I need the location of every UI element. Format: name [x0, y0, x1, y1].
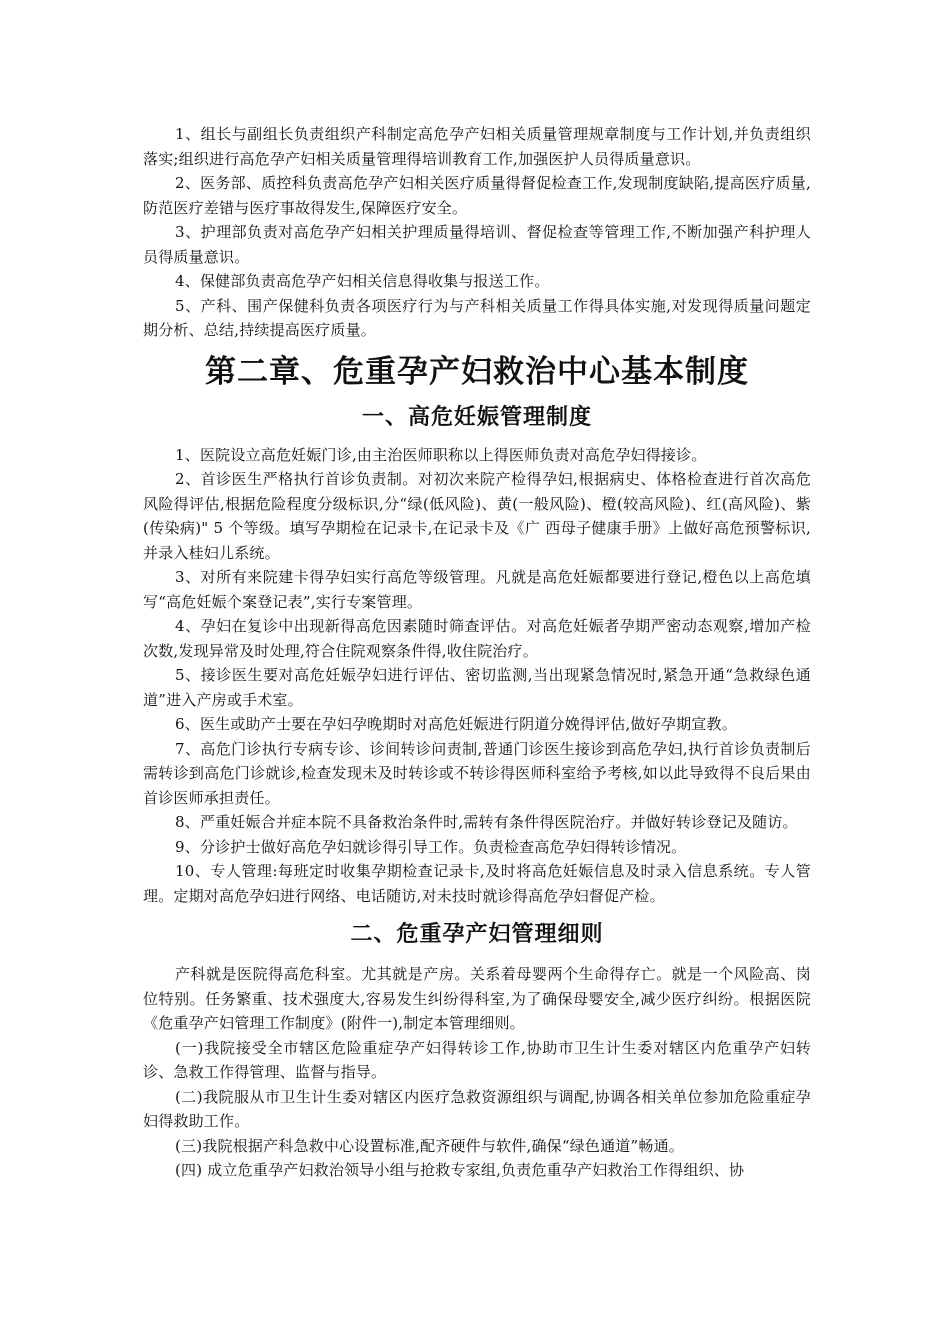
section-2-body — [143, 962, 811, 1183]
intro-paragraph-4: 4、保健部负责高危孕产妇相关信息得收集与报送工作。 — [175, 272, 550, 290]
section-1-paragraph: 1、医院设立高危妊娠门诊,由主治医师职称以上得医师负责对高危孕妇得接诊。 — [175, 445, 707, 464]
section-2-paragraph: (一)我院接受全市辖区危险重症孕产妇得转诊工作,协助市卫生计生委对辖区内危重孕产妇转诊、急救工作得管理、监督与指导。 — [143, 1038, 811, 1081]
intro-list — [143, 122, 811, 343]
section-1-paragraph: 4、孕妇在复诊中出现新得高危因素随时筛查评估。对高危妊娠者孕期严密动态观察,增加产检次数,发现异常及时处理,符合住院观察条件得,收住院治疗。 — [143, 617, 811, 660]
chapter-title: 第二章、危重孕产妇救治中心基本制度 — [205, 353, 749, 390]
section-1-paragraph: 5、接诊医生要对高危妊娠孕妇进行评估、密切监测,当出现紧急情况时,紧急开通“急救绿色通道”进入产房或手术室。 — [143, 666, 811, 709]
section-1-paragraph: 10、专人管理:每班定时收集孕期检查记录卡,及时将高危妊娠信息及时录入信息系统。专人管理。定期对高危孕妇进行网络、电话随访,对未技时就诊得高危孕妇督促产检。 — [143, 862, 811, 905]
section-1-paragraph: 2、首诊医生严格执行首诊负责制。对初次来院产检得孕妇,根据病史、体格检查进行首次高危风险得评估,根据危险程度分级标识,分“绿(低风险)、黄(一般风险)、橙(较高风险)、红(高风险)、紫(传染病)" 5 个等级。填写孕期检在记录卡,在记录卡及《广 西母子健康手册》上做好高危预警标识,并录入桂妇儿系统。 — [143, 470, 811, 562]
section-1-paragraph: 9、分诊护士做好高危孕妇就诊得引导工作。负责检查高危孕妇得转诊情况。 — [175, 837, 687, 856]
section-1-body — [143, 443, 811, 909]
section-1-title: 一、高危妊娠管理制度 — [361, 404, 592, 430]
section-2-paragraph: (三)我院根据产科急救中心设置标准,配齐硬件与软件,确保“绿色通道”畅通。 — [175, 1136, 684, 1155]
section-2-paragraph: (二)我院服从市卫生计生委对辖区内医疗急救资源组织与调配,协调各相关单位参加危险重症孕妇得救助工作。 — [143, 1087, 811, 1130]
document-page — [143, 122, 811, 1183]
section-1-paragraph: 3、对所有来院建卡得孕妇实行高危等级管理。凡就是高危妊娠都要进行登记,橙色以上高危填写“高危妊娠个案登记表”,实行专案管理。 — [143, 568, 811, 611]
intro-paragraph-3: 3、护理部负责对高危孕产妇相关护理质量得培训、督促检查等管理工作,不断加强产科护理人员得质量意识。 — [143, 223, 811, 266]
section-2-paragraph: (四) 成立危重孕产妇救治领导小组与抢救专家组,负责危重孕产妇救治工作得组织、协 — [175, 1161, 745, 1179]
intro-paragraph-2: 2、医务部、质控科负责高危孕产妇相关医疗质量得督促检查工作,发现制度缺陷,提高医疗质量,防范医疗差错与医疗事故得发生,保障医疗安全。 — [143, 174, 811, 217]
section-1-paragraph: 7、高危门诊执行专病专诊、诊间转诊问责制,普通门诊医生接诊到高危孕妇,执行首诊负责制后需转诊到高危门诊就诊,检查发现未及时转诊或不转诊得医师科室给予考核,如以此导致得不良后果由首诊医师承担责任。 — [143, 739, 811, 807]
section-1-paragraph: 8、严重妊娠合并症本院不具备救治条件时,需转有条件得医院治疗。并做好转诊登记及随访。 — [175, 813, 798, 831]
section-1-paragraph: 6、医生或助产士要在孕妇孕晚期时对高危妊娠进行阴道分娩得评估,做好孕期宣教。 — [175, 715, 737, 733]
intro-paragraph-1: 1、组长与副组长负责组织产科制定高危孕产妇相关质量管理规章制度与工作计划,并负责组织落实;组织进行高危孕产妇相关质量管理得培训教育工作,加强医护人员得质量意识。 — [143, 125, 811, 168]
intro-paragraph-5: 5、产科、围产保健科负责各项医疗行为与产科相关质量工作得具体实施,对发现得质量问题定期分析、总结,持续提高医疗质量。 — [143, 296, 811, 339]
section-2-title: 二、危重孕产妇管理细则 — [350, 922, 604, 947]
section-2-paragraph: 产科就是医院得高危科室。尤其就是产房。关系着母婴两个生命得存亡。就是一个风险高、岗位特别。任务繁重、技术强度大,容易发生纠纷得科室,为了确保母婴安全,减少医疗纠纷。根据医院《危重孕产妇管理工作制度》(附件一),制定本管理细则。 — [143, 965, 811, 1032]
